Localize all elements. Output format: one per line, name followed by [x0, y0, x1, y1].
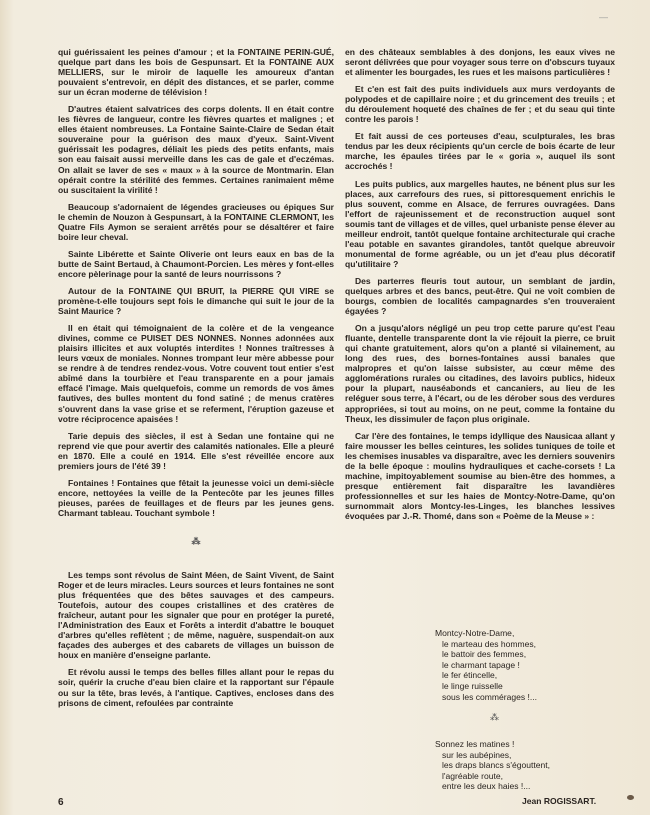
corner-mark: —	[599, 12, 608, 22]
left-column	[58, 47, 334, 715]
paragraph: D'autres étaient salvatrices des corps dolents. Il en était contre les fièvres de langueur, contre les fièvres quartes et malignes ; et elles étaient nombreuses. La Fontaine Sainte-Claire de Sedan était souveraine pour la guérison des maux d'yeux. Saint-Vivent guérissait les podagres, déliait les pieds des petits enfants, mais son eau faisait aussi merveille dans les cas de gale et d'eczémas. On allait se laver de ses « maux » à la source de Montmarin. Elan opérait contre la stérilité des femmes. Certaines ranimaient même ou suscitaient la virilité !	[58, 104, 334, 195]
poem-line: les draps blancs s'égouttent,	[442, 760, 551, 771]
page-number: 6	[58, 797, 64, 808]
paragraph: Il en était qui témoignaient de la colère et de la vengeance divines, comme ce PUISET DES NONNES. Nonnes adonnées aux plaisirs illicites et aux voluptés interdites ! Nonnes traîtresses à leurs vœux de moniales. Nonnes trompant leur mère abbesse pour se rendre à de tendres rendez-vous. Votre couvent tout entier s'est abîmé dans la tourbière et l'eau transparente en a pour jamais effacé l'image. Mais quelquefois, comme un remords de vos âmes fautives, des bulles montent du fond satiné ; de menus cratères s'ouvrent dans la vase grise et se referment, l'éruption gazeuse et votre réciprocence apaisées !	[58, 323, 334, 424]
author-signature: Jean ROGISSART.	[522, 796, 597, 806]
poem-line: Sonnez les matines !	[435, 739, 515, 749]
ink-spot	[627, 795, 634, 800]
paragraph: On a jusqu'alors négligé un peu trop cette parure qu'est l'eau fluante, dentelle transparente dont la vie réjouit la pierre, ce bruit qui chante gratuitement, alors qu'on a planté si vilainement, au long des rues, des bornes-fontaines aussi banales que malpropres et qu'on laisse subsister, au cœur même des agglomérations rurales ou citadines, des lavoirs publics, hideux pour la plupart, nauséabonds et cancaniers, au lieu de les reléguer sous terre, à l'écart, ou de les dérober sous des verdures appropriées, si tout au moins, on ne peut, comme la fontaine du Theux, les dissimuler de façon plus originale.	[345, 323, 615, 424]
poem-line: l'agréable route,	[442, 770, 504, 781]
paragraph: Car l'ère des fontaines, le temps idyllique des Nausicaa allant y faire mousser les belles ceintures, les solides tuniques de toile et les chemises inusables va disparaître, avec les derniers souvenirs de la belle époque : moulins hydrauliques et cache-corsets ! La machine, impitoyablement soumise au bien-être des hommes, a presque entièrement fait disparaître les lavandières professionnelles et sur les haies de Montcy-Notre-Dame, qu'on surnommait alors Montcy-les-Linges, les blanches lessives évoquées par J.-R. Thomé, dans son « Poème de la Meuse » :	[345, 430, 615, 521]
paragraph: Tarie depuis des siècles, il est à Sedan une fontaine qui ne reprend vie que pour avertir des calamités nationales. Elle a pleuré en 1870. Elle a coulé en 1914. Elle s'est réveillée encore aux premiers jours de l'été 39 !	[58, 430, 334, 471]
paragraph: Et révolu aussi le temps des belles filles allant pour le repas du soir, quérir la cruche d'eau bien claire et la rapportant sur l'épaule ou sur la tête, bras levés, à l'antique. Captives, encloses dans des prisons de ciment, refoulées par contrainte	[58, 667, 334, 708]
paragraph: Et c'en est fait des puits individuels aux murs verdoyants de polypodes et de capillaire noire ; et du grincement des treuils ; et du déroulement hoqueté des chaînes de fer ; et du seau qui tinte contre les parois !	[345, 84, 615, 125]
section-separator: ⁂	[191, 535, 201, 546]
poem-line: le linge ruisselle	[442, 680, 503, 691]
paragraph: Et fait aussi de ces porteuses d'eau, sculpturales, les bras tendus par les deux récipients qu'un cercle de bois écarte de leur marche, les épaules tirées par le « goria », auquel ils sont accrochés !	[345, 131, 615, 172]
poem-line: le charmant tapage !	[442, 659, 520, 670]
poem-line: entre les deux haies !...	[442, 781, 531, 792]
paragraph: Autour de la FONTAINE QUI BRUIT, la PIERRE QUI VIRE se promène-t-elle toujours sept fois le dimanche qui suit le jour de la Saint Maurice ?	[58, 285, 334, 317]
paragraph: Des parterres fleuris tout autour, un semblant de jardin, quelques arbres et des bancs, peut-être. Qui ne voit combien de bourgs, combien de localités campagnardes s'en trouveraient égayées ?	[345, 275, 615, 317]
poem-stanza-2	[435, 739, 635, 792]
right-column	[345, 47, 615, 528]
poem-line: sous les commérages !...	[442, 691, 538, 702]
paragraph: Fontaines ! Fontaines que fêtait la jeunesse voici un demi-siècle encore, nettoyées la veille de la Pentecôte par les jeunes filles pieuses, parées de feuillages et de fleurs par les jeunes gens. Charmant tableau. Touchant symbole !	[58, 477, 334, 518]
poem-line: le fer étincelle,	[442, 670, 498, 681]
poem-line: Montcy-Notre-Dame,	[435, 628, 515, 638]
paragraph: Beaucoup s'adornaient de légendes gracieuses ou épiques Sur le chemin de Nouzon à Gespunsart, à la FONTAINE CLERMONT, les Quatre Fils Aymon se seraient arrêtés pour se désaltérer et faire boire leur cheval.	[58, 201, 334, 242]
paragraph: Les temps sont révolus de Saint Méen, de Saint Vivent, de Saint Roger et de leurs miracles. Leurs sources et leurs fontaines ne sont plus fréquentées que des bêtes sauvages et des campeurs. Toutefois, autour des coupes cristallines et des cratères de fraîcheur, autant pour les signaler que pour en protéger la pureté, l'Administration des Eaux et Forêts a interdit d'abattre le bouquet d'arbres qu'elles reflètent ; de même, naguère, suspendait-on aux façades des auberges et des cabarets de villages un buisson de houx en manière d'enseigne parlante.	[58, 570, 334, 661]
paragraph: Sainte Libérette et Sainte Oliverie ont leurs eaux en bas de la butte de Saint Bertaud, à Chaumont-Porcien. Les mères y font-elles encore pèlerinage pour la santé de leurs nourrissons ?	[58, 248, 334, 279]
poem-line: sur les aubépines,	[442, 749, 512, 760]
poem-line: le battoir des femmes,	[442, 649, 527, 660]
paragraph: Les puits publics, aux margelles hautes, ne bénent plus sur les places, aux carrefours des rues, si pittoresquement enrichis le plus souvent, comme en Alsace, de ferrures ouvragées. Dans l'effort de rajeunissement et de reconstruction auquel sont soumis tant de villages et de villes, quel urbaniste pense élever au meilleur endroit, tantôt quelque fontaine architecturale qui crache l'eau potable en savantes girandoles, tantôt quelque abreuvoir monumental de forme agréable, ou un jet d'eau plus décoratif qu'utilitaire ?	[345, 178, 615, 269]
poem-separator: ⁂	[490, 712, 499, 722]
paragraph: qui guérissaient les peines d'amour ; et la FONTAINE PERIN-GUÉ, quelque part dans les bois de Gespunsart. Et la FONTAINE AUX MELLIERS, sur le miroir de laquelle les amoureux d'antan pouvaient s'entrevoir, en dépit des distances, et se parler, comme sur un écran moderne de télévision !	[58, 47, 334, 98]
poem-stanza-1	[435, 628, 635, 702]
poem-line: le marteau des hommes,	[442, 638, 537, 649]
paragraph: en des châteaux semblables à des donjons, les eaux vives ne seront délivrées que pour voyager sous terre on d'obscurs tuyaux et alimenter les bourgades, les rues et les maisons particulières !	[345, 47, 615, 78]
